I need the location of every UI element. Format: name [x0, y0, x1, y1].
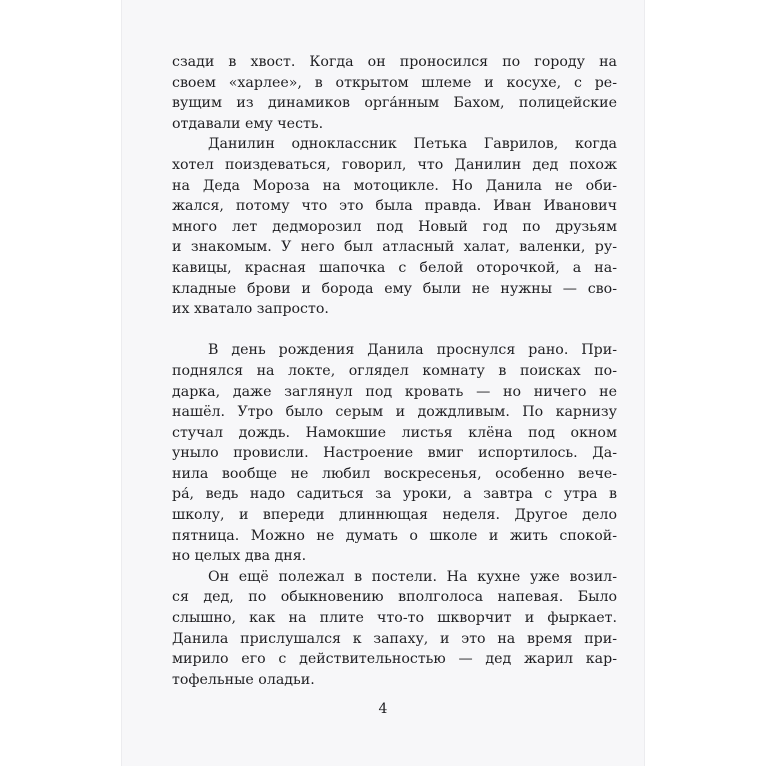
text-line: тофельные оладьи. [172, 671, 315, 688]
book-page [122, 0, 644, 766]
text-line: сзади в хвост. Когда он проносился по городу на [172, 54, 617, 70]
text-line: уныло провисли. Настроение вмиг испортилось. Да- [172, 445, 617, 462]
text-line: и знакомым. У него был атласный халат, валенки, ру- [172, 239, 617, 256]
text-line: жался, потому что это была правда. Иван Иванович [172, 198, 617, 215]
text-line: отдавали ему честь. [172, 115, 324, 132]
text-line: вущим из динамиков орга́нным Бахом, полицейские [172, 95, 617, 112]
text-line: Данила прислушался к запаху, и это на время при- [172, 630, 617, 647]
section-break [172, 320, 617, 341]
text-line: мирило его с действительностью — дед жарил кар- [172, 651, 617, 668]
text-line: их хватало запросто. [172, 301, 329, 318]
text-line: поднялся на локте, оглядел комнату в поисках по- [172, 362, 617, 379]
text-line: В день рождения Данила проснулся рано. При- [208, 342, 617, 359]
text-line: дарка, даже заглянул под кровать — но ничего не [172, 383, 617, 400]
text-line: много лет дедморозил под Новый год по друзьям [172, 218, 617, 235]
text-line: Он ещё полежал в постели. На кухне уже возил- [208, 568, 617, 585]
text-line: кладные брови и борода ему были не нужны — сво- [172, 280, 617, 297]
text-line: Данилин одноклассник Петька Гаврилов, когда [208, 136, 617, 153]
text-line: нила вообще не любил воскресенья, особенно вече- [172, 465, 617, 482]
text-line: на Деда Мороза на мотоцикле. Но Данила не оби- [172, 177, 617, 194]
text-line: но целых два дня. [172, 548, 307, 565]
text-line: хотел поиздеваться, говорил, что Данилин дед похож [172, 156, 617, 173]
text-line: стучал дождь. Намокшие листья клёна под окном [172, 424, 617, 441]
text-line: ся дед, по обыкновению вполголоса напевая. Было [172, 589, 617, 606]
text-line: ра́, ведь надо садиться за уроки, а завтра с утра в [172, 486, 617, 503]
text-line: нашёл. Утро было серым и дождливым. По карнизу [172, 404, 617, 421]
text-line: кавицы, красная шапочка с белой оторочкой, а на- [172, 259, 617, 276]
text-line: своем «харлее», в открытом шлеме и косухе, с ре- [172, 74, 617, 91]
page-number: 4 [378, 701, 388, 717]
text-line: пятница. Можно не думать о школе и жить спокой- [172, 527, 617, 544]
text-line: школу, и впереди длиннющая неделя. Другое дело [172, 507, 617, 524]
body-text [172, 52, 617, 690]
text-line: слышно, как на плите что-то шкворчит и фыркает. [172, 610, 617, 627]
